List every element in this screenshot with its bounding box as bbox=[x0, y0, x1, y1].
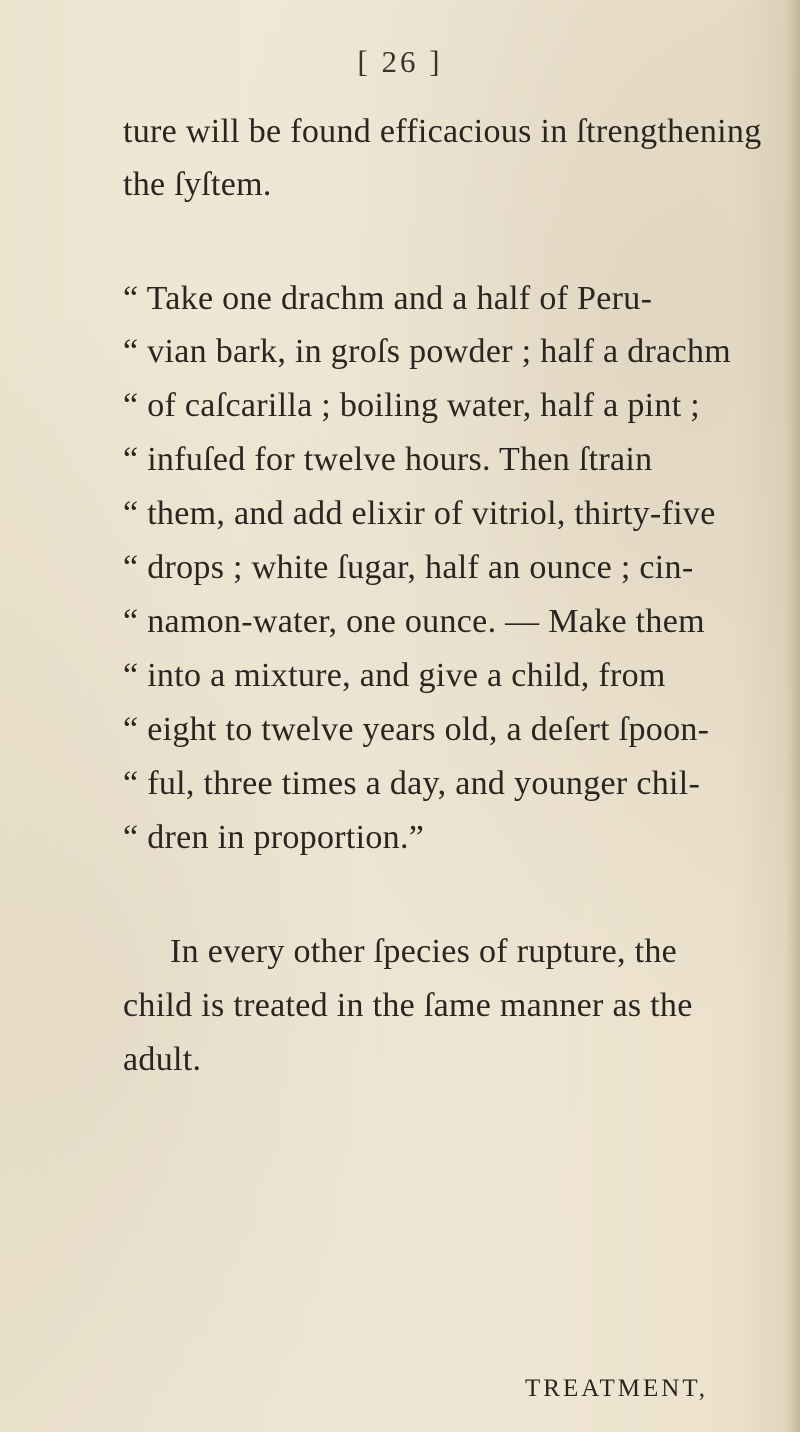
text-line: “ dren in proportion.” bbox=[123, 819, 425, 856]
text-line: “ Take one drachm and a half of Peru- bbox=[123, 280, 653, 317]
text-line: “ namon-water, one ounce. — Make them bbox=[123, 603, 705, 640]
text-line: “ infuſed for twelve hours. Then ſtrain bbox=[123, 441, 653, 478]
text-line: adult. bbox=[123, 1041, 202, 1078]
text-line: child is treated in the ſame manner as the bbox=[123, 987, 693, 1024]
text-line: “ of caſcarilla ; boiling water, half a pint ; bbox=[123, 387, 700, 424]
text-line: “ drops ; white ſugar, half an ounce ; cin- bbox=[123, 549, 694, 586]
text-line: the ſyſtem. bbox=[123, 166, 272, 203]
catchword: TREATMENT, bbox=[525, 1375, 708, 1402]
text-line: In every other ſpecies of rupture, the bbox=[170, 933, 678, 970]
text-line: “ into a mixture, and give a child, from bbox=[123, 657, 666, 694]
text-line: “ vian bark, in groſs powder ; half a drachm bbox=[123, 333, 732, 370]
text-line: ture will be found efficacious in ſtrengthening bbox=[123, 113, 762, 150]
page-number-header: [ 26 ] bbox=[357, 44, 443, 79]
page-edge-shadow bbox=[786, 0, 800, 1432]
text-line: “ ful, three times a day, and younger chil- bbox=[123, 765, 701, 802]
text-line: “ eight to twelve years old, a deſert ſpoon- bbox=[123, 711, 710, 748]
text-line: “ them, and add elixir of vitriol, thirty-five bbox=[123, 495, 716, 532]
